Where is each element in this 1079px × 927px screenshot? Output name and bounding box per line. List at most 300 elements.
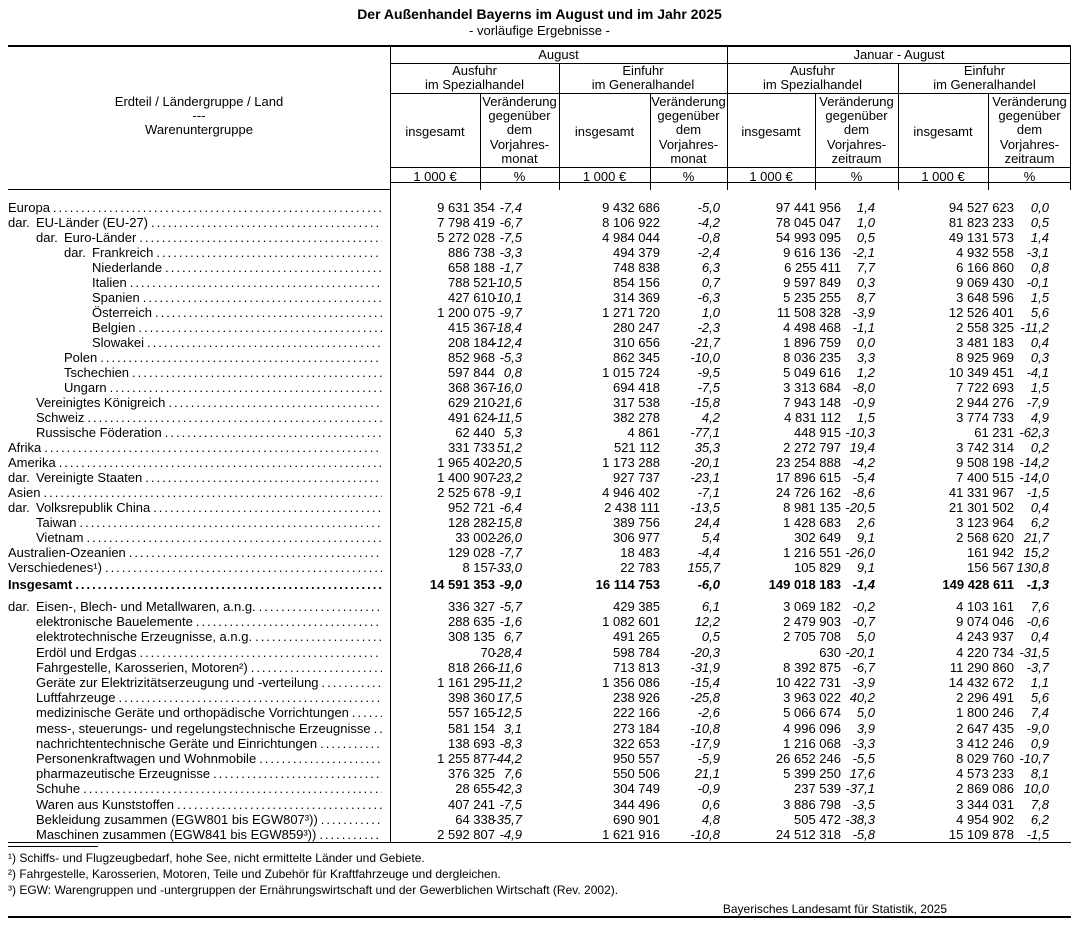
cell-janaug-ausfuhr-veraenderung: 1,4 <box>856 200 875 215</box>
cell-august-ausfuhr-veraenderung: 3,1 <box>503 720 522 736</box>
cell-august-einfuhr-veraenderung: -23,1 <box>690 470 720 485</box>
row-label <box>8 675 382 690</box>
row-name: Bekleidung zusammen (EGW801 bis EGW807³)) <box>36 811 318 827</box>
cell-august-einfuhr-veraenderung: -13,5 <box>690 500 720 515</box>
cell-janaug-ausfuhr-veraenderung: 40,2 <box>849 690 875 706</box>
cell-august-einfuhr-veraenderung: -2,4 <box>697 245 720 260</box>
cell-august-ausfuhr-veraenderung: -1,6 <box>499 614 522 630</box>
cell-august-ausfuhr-veraenderung: -4,9 <box>499 827 522 842</box>
page-title: Der Außenhandel Bayerns im August und im Jahr 2025 <box>357 6 722 22</box>
cell-janaug-ausfuhr-insgesamt: 23 254 888 <box>775 455 841 470</box>
header-insgesamt-2: insgesamt <box>574 124 635 139</box>
cell-august-ausfuhr-veraenderung: -35,7 <box>492 811 522 827</box>
cell-august-einfuhr-veraenderung: 6,3 <box>701 260 720 275</box>
row-label <box>8 410 382 425</box>
table-row <box>8 500 1071 515</box>
dot-leader <box>165 260 382 275</box>
row-name: Taiwan <box>36 515 77 530</box>
row-name: Belgien <box>92 320 136 335</box>
unit-eur-2: 1 000 € <box>582 169 627 184</box>
cell-janaug-ausfuhr-veraenderung: -3,5 <box>852 796 875 812</box>
cell-janaug-ausfuhr-insgesamt: 8 036 235 <box>783 350 841 365</box>
group-line-1: Einfuhr <box>963 63 1006 78</box>
cell-august-einfuhr-insgesamt: 1 015 724 <box>602 365 660 380</box>
change-line: Veränderung <box>651 94 726 109</box>
cell-janaug-ausfuhr-veraenderung: 17,6 <box>849 766 875 782</box>
row-label <box>8 705 382 720</box>
cell-janaug-ausfuhr-veraenderung: 5,0 <box>856 705 875 721</box>
cell-janaug-ausfuhr-veraenderung: 9,1 <box>856 560 875 575</box>
cell-janaug-einfuhr-insgesamt: 94 527 623 <box>948 200 1014 215</box>
cell-august-einfuhr-veraenderung: 4,2 <box>701 410 720 425</box>
table-row <box>8 380 1071 395</box>
dot-leader <box>139 230 382 245</box>
cell-janaug-einfuhr-insgesamt: 21 301 502 <box>948 500 1014 515</box>
row-label <box>8 470 382 485</box>
table-row <box>8 766 1071 781</box>
cell-janaug-ausfuhr-insgesamt: 237 539 <box>794 781 841 797</box>
cell-janaug-ausfuhr-insgesamt: 149 018 183 <box>768 577 841 592</box>
change-line: monat <box>501 150 538 166</box>
cell-august-einfuhr-insgesamt: 8 106 922 <box>602 215 660 230</box>
table-row <box>8 751 1071 766</box>
cell-janaug-einfuhr-veraenderung: -1,3 <box>1026 577 1049 592</box>
table-row <box>8 645 1071 660</box>
row-label <box>8 629 382 644</box>
dot-leader <box>165 425 382 440</box>
dot-leader <box>75 577 382 592</box>
row-label <box>8 395 382 410</box>
row-label <box>8 797 382 812</box>
cell-august-ausfuhr-veraenderung: -7,7 <box>499 545 522 560</box>
dot-leader <box>110 380 382 395</box>
cell-august-einfuhr-insgesamt: 4 946 402 <box>602 485 660 500</box>
row-label <box>8 690 382 705</box>
dot-leader <box>143 290 382 305</box>
cell-august-einfuhr-veraenderung: -6,3 <box>697 290 720 305</box>
cell-janaug-einfuhr-insgesamt: 4 243 937 <box>956 629 1014 645</box>
dot-leader <box>259 751 382 766</box>
dar-prefix: dar. <box>36 230 58 245</box>
cell-janaug-einfuhr-veraenderung: 6,2 <box>1030 515 1049 530</box>
cell-janaug-ausfuhr-insgesamt: 5 235 255 <box>783 290 841 305</box>
cell-janaug-einfuhr-insgesamt: 3 344 031 <box>956 796 1014 812</box>
cell-august-einfuhr-veraenderung: -10,0 <box>690 350 720 365</box>
cell-janaug-einfuhr-insgesamt: 41 331 967 <box>948 485 1014 500</box>
cell-august-ausfuhr-veraenderung: -7,4 <box>499 200 522 215</box>
dar-prefix: dar. <box>8 500 30 515</box>
dot-leader <box>155 305 382 320</box>
table-row <box>8 705 1071 720</box>
cell-august-einfuhr-veraenderung: -6,0 <box>697 577 720 592</box>
cell-janaug-einfuhr-insgesamt: 15 109 878 <box>948 827 1014 842</box>
cell-janaug-ausfuhr-veraenderung: -4,2 <box>852 455 875 470</box>
cell-august-einfuhr-veraenderung: -9,5 <box>697 365 720 380</box>
cell-janaug-ausfuhr-veraenderung: 8,7 <box>856 290 875 305</box>
row-label <box>8 599 382 614</box>
cell-august-einfuhr-veraenderung: -15,4 <box>690 675 720 690</box>
cell-august-einfuhr-veraenderung: -4,2 <box>697 215 720 230</box>
cell-janaug-ausfuhr-insgesamt: 97 441 956 <box>775 200 841 215</box>
cell-august-ausfuhr-insgesamt: 398 360 <box>448 690 495 706</box>
table-row <box>8 290 1071 305</box>
cell-august-ausfuhr-veraenderung: -1,7 <box>499 260 522 275</box>
cell-august-ausfuhr-insgesamt: 64 338 <box>455 811 495 827</box>
cell-august-einfuhr-veraenderung: 35,3 <box>694 440 720 455</box>
dot-leader <box>147 335 382 350</box>
row-label <box>8 500 382 515</box>
cell-august-ausfuhr-veraenderung: -9,1 <box>499 485 522 500</box>
change-line: gegenüber <box>657 108 720 124</box>
page-bottom-rule <box>8 916 1071 918</box>
dot-leader <box>79 515 382 530</box>
cell-august-ausfuhr-veraenderung: -12,4 <box>492 335 522 350</box>
cell-august-einfuhr-insgesamt: 950 557 <box>613 751 660 766</box>
row-name: Geräte zur Elektrizitätserzeugung und -verteilung <box>36 675 319 690</box>
row-label <box>8 305 382 320</box>
cell-janaug-einfuhr-veraenderung: 8,1 <box>1030 766 1049 782</box>
cell-august-einfuhr-insgesamt: 521 112 <box>613 440 660 455</box>
cell-august-einfuhr-insgesamt: 304 749 <box>613 781 660 797</box>
credit-line: Bayerisches Landesamt für Statistik, 2025 <box>722 902 947 916</box>
row-label <box>8 245 382 260</box>
cell-janaug-ausfuhr-insgesamt: 11 508 328 <box>776 305 841 320</box>
cell-janaug-einfuhr-veraenderung: 5,6 <box>1030 690 1049 706</box>
cell-janaug-ausfuhr-insgesamt: 1 428 683 <box>783 515 841 530</box>
change-line: dem <box>506 122 533 138</box>
table-row <box>8 721 1071 736</box>
cell-janaug-einfuhr-veraenderung: -1,5 <box>1026 485 1049 500</box>
table-row <box>8 305 1071 320</box>
table-row <box>8 350 1071 365</box>
cell-janaug-ausfuhr-veraenderung: -8,6 <box>852 485 875 500</box>
cell-august-ausfuhr-veraenderung: -44,2 <box>492 751 522 766</box>
dot-leader <box>213 766 382 781</box>
row-name: Fahrgestelle, Karosserien, Motoren²) <box>36 659 248 675</box>
cell-august-ausfuhr-insgesamt: 818 266 <box>448 659 495 675</box>
dot-leader <box>105 560 382 575</box>
cell-august-ausfuhr-veraenderung: -6,7 <box>499 215 522 230</box>
cell-august-ausfuhr-insgesamt: 288 635 <box>448 614 495 630</box>
cell-august-ausfuhr-insgesamt: 33 002 <box>455 530 495 545</box>
cell-janaug-einfuhr-veraenderung: -11,2 <box>1020 320 1049 335</box>
dot-leader <box>320 736 382 751</box>
cell-august-ausfuhr-veraenderung: 5,3 <box>503 425 522 440</box>
cell-august-einfuhr-veraenderung: -7,1 <box>697 485 720 500</box>
cell-janaug-einfuhr-veraenderung: 0,9 <box>1030 735 1049 751</box>
cell-august-einfuhr-insgesamt: 854 156 <box>613 275 660 290</box>
cell-janaug-ausfuhr-insgesamt: 5 066 674 <box>783 705 841 721</box>
cell-janaug-ausfuhr-veraenderung: 0,0 <box>856 335 875 350</box>
cell-august-ausfuhr-insgesamt: 427 610 <box>448 290 495 305</box>
cell-janaug-ausfuhr-veraenderung: 3,9 <box>856 720 875 736</box>
cell-janaug-ausfuhr-veraenderung: -10,3 <box>845 425 875 440</box>
cell-janaug-einfuhr-insgesamt: 9 069 430 <box>956 275 1014 290</box>
cell-august-ausfuhr-veraenderung: 17,5 <box>496 690 522 706</box>
cell-august-einfuhr-veraenderung: -5,9 <box>697 751 720 766</box>
cell-august-einfuhr-insgesamt: 1 173 288 <box>602 455 660 470</box>
table-row <box>8 395 1071 410</box>
dot-leader <box>153 500 382 515</box>
unit-pct-2: % <box>682 169 695 184</box>
cell-august-einfuhr-insgesamt: 748 838 <box>613 260 660 275</box>
cell-august-einfuhr-insgesamt: 16 114 753 <box>595 577 660 592</box>
stub-line-1: Erdteil / Ländergruppe / Land <box>114 94 284 109</box>
cell-august-ausfuhr-veraenderung: -33,0 <box>492 560 522 575</box>
change-line: monat <box>670 150 707 166</box>
row-label <box>8 781 382 796</box>
cell-august-einfuhr-veraenderung: -0,8 <box>697 230 720 245</box>
cell-janaug-ausfuhr-veraenderung: 19,4 <box>849 440 875 455</box>
row-name: Eisen-, Blech- und Metallwaren, a.n.g. <box>36 599 256 614</box>
cell-janaug-ausfuhr-insgesamt: 302 649 <box>794 530 841 545</box>
cell-janaug-einfuhr-insgesamt: 61 231 <box>974 425 1014 440</box>
cell-august-einfuhr-veraenderung: 5,4 <box>701 530 720 545</box>
cell-janaug-einfuhr-insgesamt: 156 567 <box>967 560 1014 575</box>
change-line: zeitraum <box>831 150 882 166</box>
table-row <box>8 675 1071 690</box>
row-label <box>8 751 382 766</box>
cell-janaug-ausfuhr-insgesamt: 8 981 135 <box>783 500 841 515</box>
cell-janaug-einfuhr-veraenderung: -14,0 <box>1019 470 1049 485</box>
cell-janaug-einfuhr-insgesamt: 3 412 246 <box>956 735 1014 751</box>
cell-janaug-ausfuhr-veraenderung: -0,2 <box>852 599 875 614</box>
cell-janaug-einfuhr-veraenderung: 1,5 <box>1030 380 1049 395</box>
cell-janaug-ausfuhr-insgesamt: 1 896 759 <box>783 335 841 350</box>
change-line: zeitraum <box>1004 150 1055 166</box>
row-name: Frankreich <box>92 245 154 260</box>
cell-august-ausfuhr-insgesamt: 331 733 <box>448 440 495 455</box>
cell-august-einfuhr-veraenderung: -20,1 <box>690 455 720 470</box>
cell-janaug-ausfuhr-insgesamt: 448 915 <box>794 425 841 440</box>
cell-janaug-einfuhr-veraenderung: 7,6 <box>1030 599 1049 614</box>
cell-janaug-ausfuhr-insgesamt: 5 399 250 <box>783 766 841 782</box>
cell-janaug-einfuhr-veraenderung: 15,2 <box>1023 545 1049 560</box>
table-row <box>8 245 1071 260</box>
row-label <box>8 260 382 275</box>
row-name: mess-, steuerungs- und regelungstechnische Erzeugnisse <box>36 720 371 736</box>
row-name: Verschiedenes¹) <box>8 560 102 575</box>
header-einfuhr-janaug <box>898 64 1071 92</box>
cell-janaug-ausfuhr-veraenderung: 5,0 <box>856 629 875 645</box>
cell-janaug-ausfuhr-insgesamt: 24 726 162 <box>775 485 841 500</box>
dot-leader <box>87 410 382 425</box>
cell-august-ausfuhr-insgesamt: 128 282 <box>448 515 495 530</box>
cell-janaug-ausfuhr-veraenderung: 9,1 <box>856 530 875 545</box>
cell-janaug-einfuhr-insgesamt: 2 296 491 <box>956 690 1014 706</box>
dot-leader <box>83 781 382 796</box>
cell-august-ausfuhr-veraenderung: -11,5 <box>493 410 522 425</box>
row-name: Amerika <box>8 455 56 470</box>
cell-janaug-einfuhr-insgesamt: 8 925 969 <box>956 350 1014 365</box>
cell-august-einfuhr-veraenderung: -5,0 <box>697 200 720 215</box>
cell-janaug-ausfuhr-veraenderung: 2,6 <box>856 515 875 530</box>
cell-janaug-ausfuhr-insgesamt: 3 069 182 <box>783 599 841 614</box>
table-row <box>8 485 1071 500</box>
row-name: Europa <box>8 200 50 215</box>
table-row <box>8 781 1071 796</box>
row-label <box>8 515 382 530</box>
cell-august-einfuhr-insgesamt: 694 418 <box>613 380 660 395</box>
table-row <box>8 736 1071 751</box>
unit-pct-3: % <box>850 169 863 184</box>
cell-janaug-einfuhr-insgesamt: 4 932 558 <box>956 245 1014 260</box>
header-august: August <box>538 47 579 62</box>
cell-janaug-einfuhr-insgesamt: 161 942 <box>967 545 1014 560</box>
table-row <box>8 560 1071 575</box>
cell-august-einfuhr-insgesamt: 1 621 916 <box>602 827 660 842</box>
row-label <box>8 560 382 575</box>
cell-janaug-einfuhr-veraenderung: 0,8 <box>1030 260 1049 275</box>
cell-august-einfuhr-insgesamt: 310 656 <box>613 335 660 350</box>
cell-august-einfuhr-insgesamt: 491 265 <box>613 629 660 645</box>
row-label <box>8 200 382 215</box>
cell-janaug-ausfuhr-veraenderung: 3,3 <box>856 350 875 365</box>
cell-janaug-einfuhr-insgesamt: 1 800 246 <box>956 705 1014 721</box>
change-line: Vorjahres- <box>999 136 1060 152</box>
cell-janaug-einfuhr-veraenderung: 7,4 <box>1030 705 1049 721</box>
cell-august-ausfuhr-veraenderung: -11,2 <box>493 675 522 690</box>
row-label <box>8 485 382 500</box>
cell-janaug-einfuhr-veraenderung: 0,4 <box>1030 500 1049 515</box>
cell-janaug-einfuhr-veraenderung: 6,2 <box>1030 811 1049 827</box>
cell-janaug-einfuhr-insgesamt: 4 954 902 <box>956 811 1014 827</box>
row-name: Tschechien <box>64 365 130 380</box>
cell-janaug-einfuhr-insgesamt: 3 481 183 <box>956 335 1014 350</box>
cell-august-ausfuhr-veraenderung: -21,6 <box>492 395 522 410</box>
row-label <box>8 365 382 380</box>
row-label <box>8 380 382 395</box>
dot-leader <box>145 470 382 485</box>
cell-august-ausfuhr-insgesamt: 8 157 <box>462 560 495 575</box>
cell-janaug-einfuhr-veraenderung: 0,0 <box>1030 200 1049 215</box>
cell-august-einfuhr-insgesamt: 598 784 <box>613 644 660 660</box>
row-label <box>8 350 382 365</box>
cell-august-einfuhr-veraenderung: 12,2 <box>694 614 720 630</box>
dot-leader <box>196 614 382 629</box>
cell-august-einfuhr-insgesamt: 306 977 <box>613 530 660 545</box>
cell-janaug-einfuhr-insgesamt: 14 432 672 <box>948 675 1014 690</box>
header-veraenderung-3 <box>815 95 898 166</box>
cell-janaug-ausfuhr-veraenderung: -5,5 <box>852 751 875 766</box>
table-row <box>8 660 1071 675</box>
cell-august-einfuhr-insgesamt: 4 861 <box>627 425 660 440</box>
cell-august-einfuhr-veraenderung: -15,8 <box>690 395 720 410</box>
cell-janaug-ausfuhr-insgesamt: 1 216 551 <box>783 545 841 560</box>
row-name: Volksrepublik China <box>36 500 151 515</box>
cell-janaug-ausfuhr-veraenderung: 7,7 <box>856 260 875 275</box>
row-name: Waren aus Kunststoffen <box>36 796 175 812</box>
header-ausfuhr-janaug <box>727 64 898 92</box>
cell-august-einfuhr-veraenderung: 0,5 <box>701 629 720 645</box>
table-row <box>8 470 1071 485</box>
row-name: Polen <box>64 350 98 365</box>
row-name: Vietnam <box>36 530 84 545</box>
cell-janaug-einfuhr-veraenderung: -31,5 <box>1019 644 1049 660</box>
dot-leader <box>44 440 382 455</box>
cell-august-einfuhr-veraenderung: 0,6 <box>701 796 720 812</box>
cell-janaug-einfuhr-insgesamt: 4 220 734 <box>956 644 1014 660</box>
cell-janaug-ausfuhr-veraenderung: -1,1 <box>852 320 875 335</box>
row-name: Personenkraftwagen und Wohnmobile <box>36 751 257 766</box>
cell-janaug-ausfuhr-veraenderung: 1,0 <box>856 215 875 230</box>
cell-janaug-einfuhr-veraenderung: 0,3 <box>1030 350 1049 365</box>
cell-august-ausfuhr-insgesamt: 415 367 <box>448 320 495 335</box>
cell-august-ausfuhr-insgesamt: 138 693 <box>448 735 495 751</box>
row-label <box>8 230 382 245</box>
cell-janaug-einfuhr-veraenderung: 10,0 <box>1023 781 1049 797</box>
cell-janaug-ausfuhr-insgesamt: 1 216 068 <box>783 735 841 751</box>
cell-august-ausfuhr-veraenderung: -20,5 <box>492 455 522 470</box>
row-name: Ungarn <box>64 380 107 395</box>
cell-janaug-einfuhr-insgesamt: 3 123 964 <box>956 515 1014 530</box>
row-name: Euro-Länder <box>64 230 137 245</box>
cell-janaug-einfuhr-insgesamt: 10 349 451 <box>948 365 1014 380</box>
cell-august-ausfuhr-insgesamt: 2 525 678 <box>437 485 495 500</box>
cell-janaug-einfuhr-veraenderung: -1,5 <box>1026 827 1049 842</box>
table-row <box>8 614 1071 629</box>
row-name: Asien <box>8 485 41 500</box>
cell-janaug-ausfuhr-veraenderung: -20,1 <box>845 644 875 660</box>
cell-janaug-einfuhr-veraenderung: 0,4 <box>1030 629 1049 645</box>
cell-janaug-ausfuhr-veraenderung: -2,1 <box>852 245 875 260</box>
dot-leader <box>100 350 382 365</box>
cell-janaug-ausfuhr-insgesamt: 17 896 615 <box>775 470 841 485</box>
cell-janaug-einfuhr-veraenderung: 0,4 <box>1030 335 1049 350</box>
row-name: Slowakei <box>92 335 145 350</box>
cell-janaug-ausfuhr-veraenderung: -38,3 <box>845 811 875 827</box>
row-label <box>8 320 382 335</box>
dot-leader <box>259 599 382 614</box>
dot-leader <box>319 827 382 842</box>
cell-janaug-einfuhr-veraenderung: 0,2 <box>1030 440 1049 455</box>
cell-august-ausfuhr-insgesamt: 1 161 295 <box>437 675 495 690</box>
unit-eur-3: 1 000 € <box>749 169 793 184</box>
cell-august-ausfuhr-veraenderung: -5,3 <box>499 350 522 365</box>
cell-janaug-ausfuhr-veraenderung: -3,9 <box>852 675 875 690</box>
cell-janaug-ausfuhr-insgesamt: 505 472 <box>794 811 841 827</box>
group-line-2: im Generalhandel <box>933 77 1036 92</box>
row-name: EU-Länder (EU-27) <box>36 215 148 230</box>
cell-august-einfuhr-insgesamt: 273 184 <box>613 720 660 736</box>
cell-august-ausfuhr-veraenderung: -28,4 <box>492 644 522 660</box>
cell-august-ausfuhr-insgesamt: 491 624 <box>448 410 495 425</box>
group-line-2: im Spezialhandel <box>424 77 524 92</box>
cell-janaug-einfuhr-insgesamt: 2 944 276 <box>956 395 1014 410</box>
row-label <box>8 530 382 545</box>
table-row <box>8 515 1071 530</box>
cell-janaug-ausfuhr-insgesamt: 9 616 136 <box>783 245 841 260</box>
row-name: medizinische Geräte und orthopädische Vorrichtungen <box>36 705 349 721</box>
cell-august-ausfuhr-veraenderung: -26,0 <box>492 530 522 545</box>
cell-janaug-ausfuhr-insgesamt: 4 831 112 <box>784 410 841 425</box>
cell-janaug-einfuhr-insgesamt: 4 103 161 <box>956 599 1014 614</box>
table-row <box>8 812 1071 827</box>
group-line-1: Einfuhr <box>622 63 664 78</box>
unit-eur-1: 1 000 € <box>413 169 457 184</box>
cell-janaug-ausfuhr-veraenderung: 0,3 <box>856 275 875 290</box>
cell-august-einfuhr-insgesamt: 862 345 <box>613 350 660 365</box>
cell-janaug-einfuhr-insgesamt: 3 648 596 <box>956 290 1014 305</box>
cell-august-ausfuhr-veraenderung: 7,6 <box>503 766 522 782</box>
cell-janaug-ausfuhr-insgesamt: 26 652 246 <box>775 751 841 766</box>
table-row <box>8 335 1071 350</box>
cell-august-ausfuhr-veraenderung: -42,3 <box>492 781 522 797</box>
cell-august-ausfuhr-veraenderung: -15,8 <box>492 515 522 530</box>
cell-janaug-ausfuhr-veraenderung: -1,4 <box>852 577 875 592</box>
stub-line-2: --- <box>192 108 206 123</box>
cell-janaug-ausfuhr-insgesamt: 6 255 411 <box>784 260 841 275</box>
